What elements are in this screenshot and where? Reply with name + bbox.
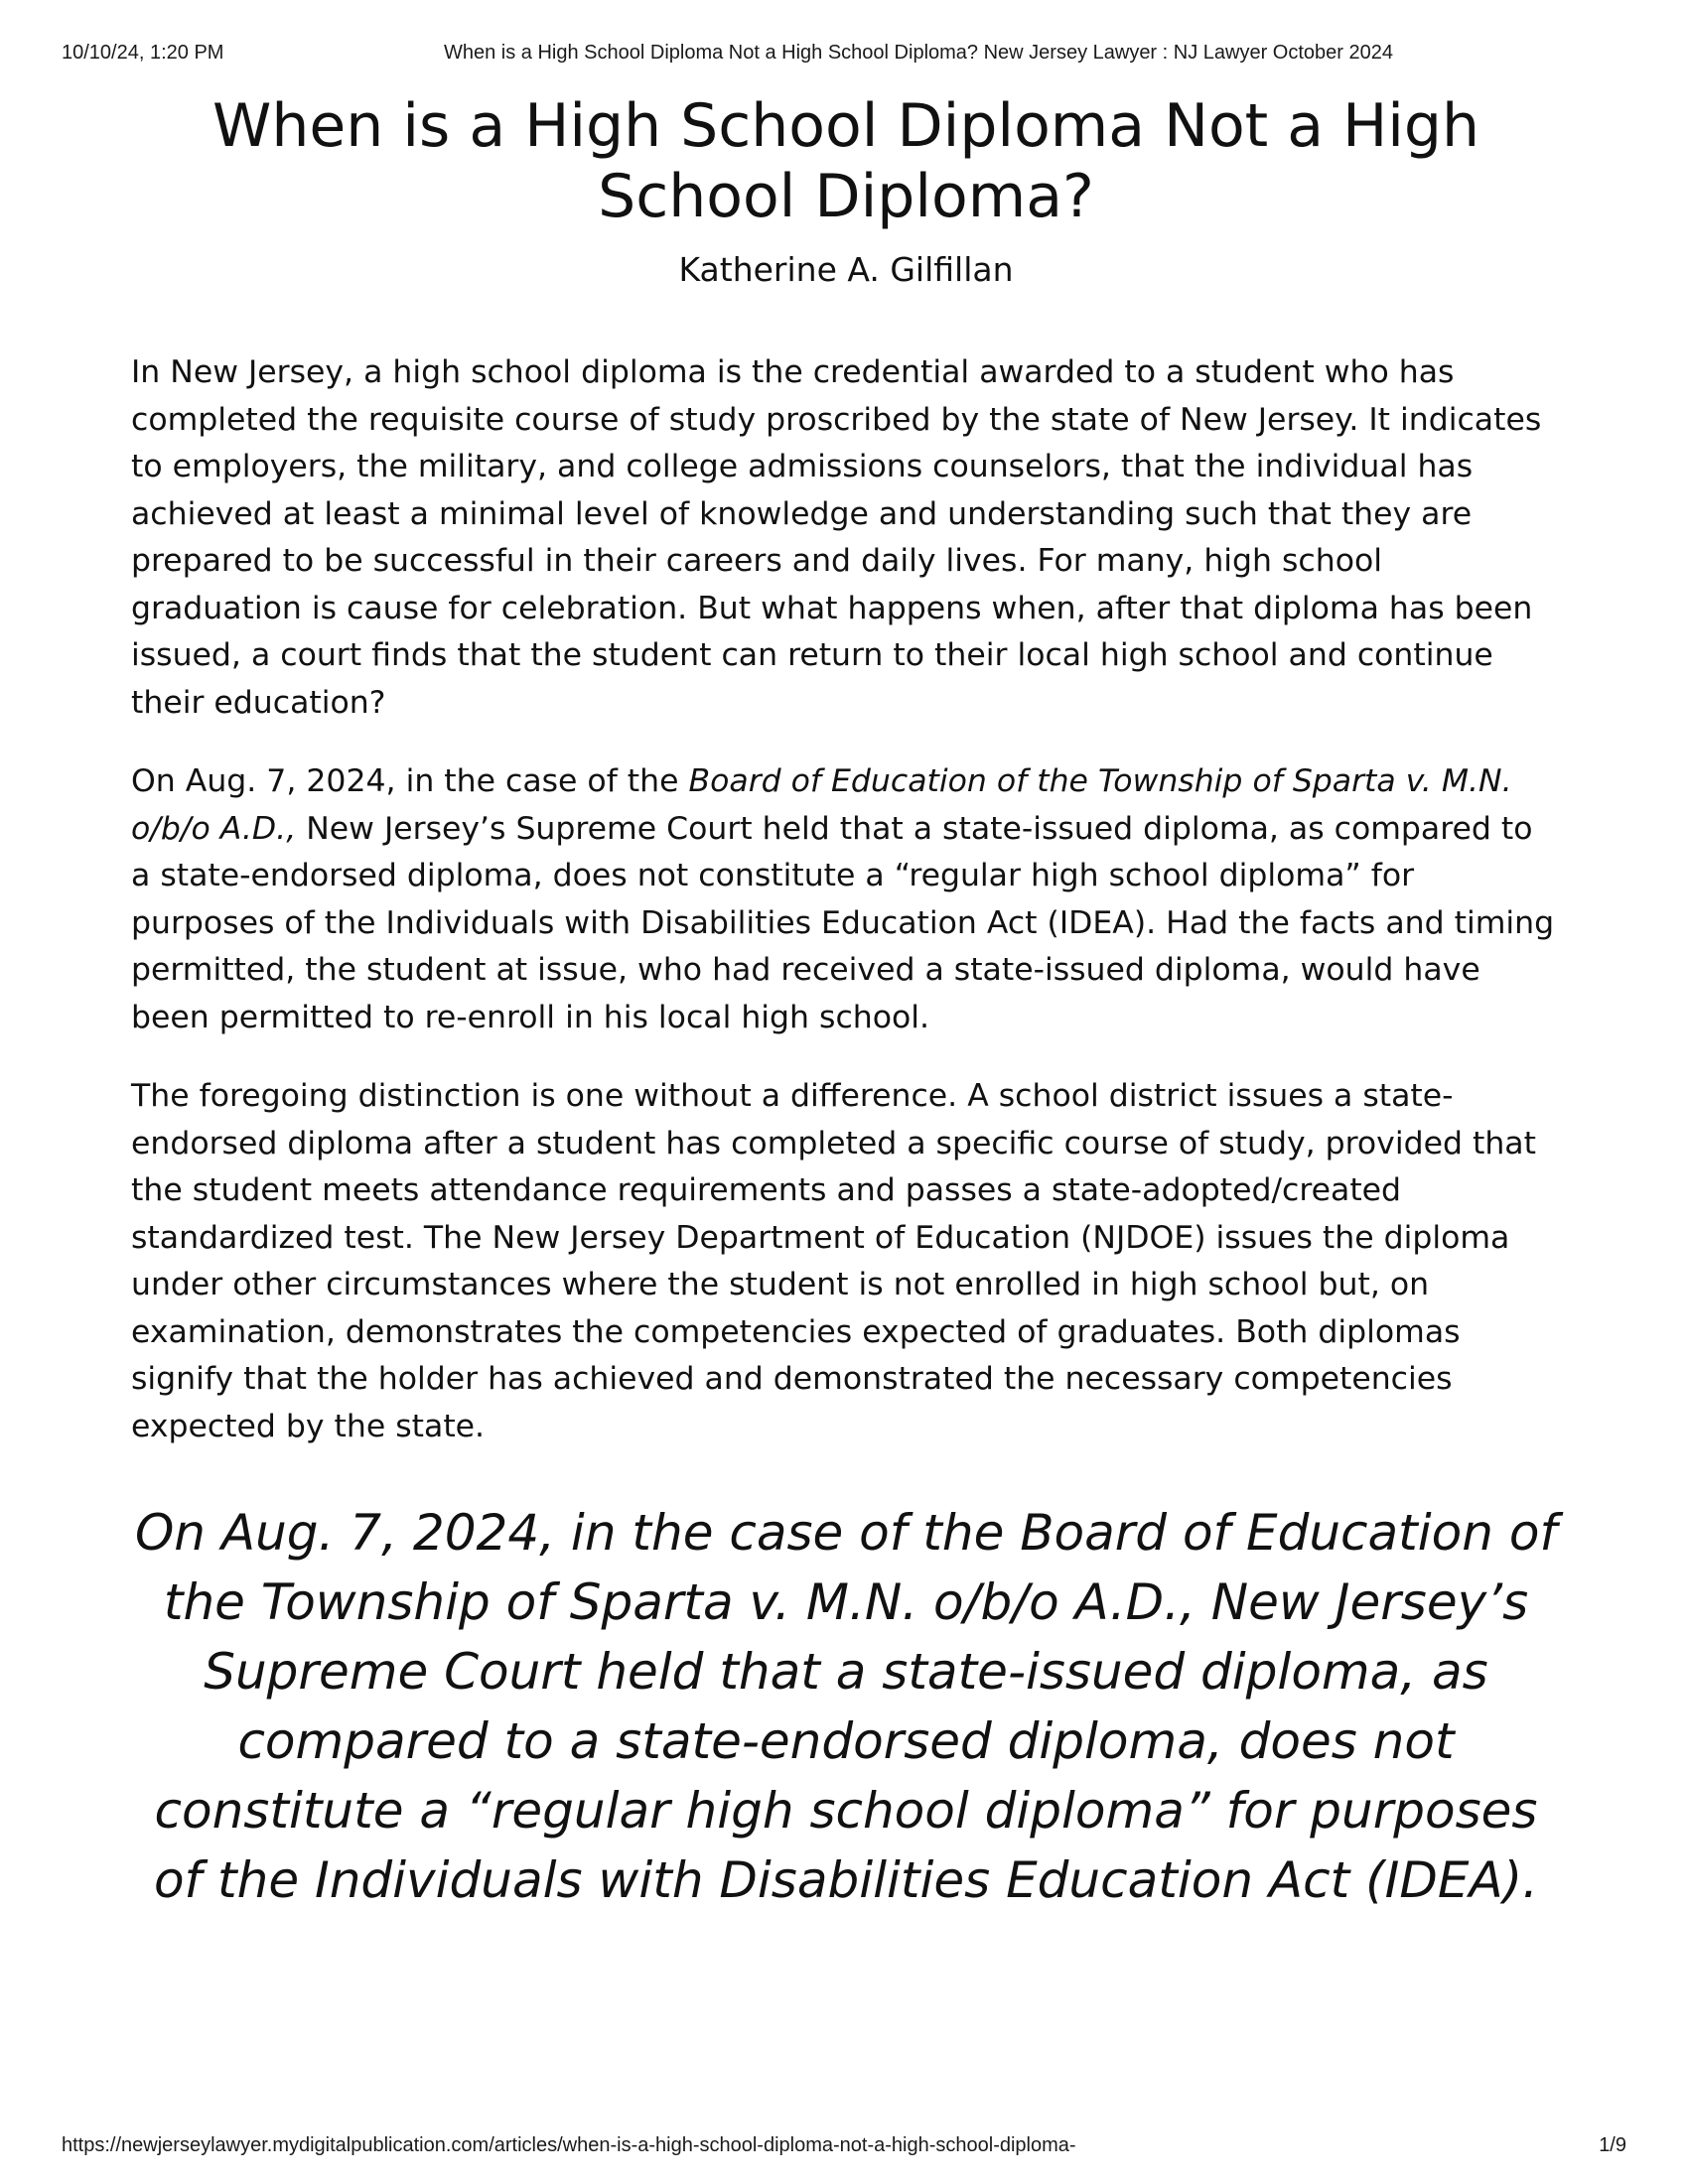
article-paragraph-1: In New Jersey, a high school diploma is the credential awarded to a student who has completed the requisite course of study proscribed by the state of New Jersey. It indicates to employers, the military, and college admissions counselors, that the individual has achieved at least a minimal level of knowledge and understanding such that they are prepared to be successful in their careers and daily lives. For many, high school graduation is cause for celebration. But what happens when, after that diploma has been issued, a court finds that the student can return to their local high school and continue their education? [131,354,1542,721]
print-header [62,42,1626,71]
print-page-title: When is a High School Diploma Not a High School Diploma? New Jersey Lawyer : NJ Lawyer October 2024 [444,42,1393,64]
pull-quote: On Aug. 7, 2024, in the case of the Board of Education of the Township of Sparta v. M.N. o/b/o A.D., New Jersey’s Supreme Court held that a state-issued diploma, as compared to a state-endorsed diploma, does not constitute a “regular high school diploma” for purposes of the Individuals with Disabilities Education Act (IDEA). [134,1504,1558,1909]
print-url: https://newjerseylawyer.mydigitalpublication.com/articles/when-is-a-high-school-diploma-not-a-high-school-diploma- [62,2134,1076,2156]
article-title: When is a High School Diploma Not a High School Diploma? [212,91,1479,231]
print-footer [62,2134,1626,2164]
page-indicator: 1/9 [1599,2134,1626,2156]
print-date-time: 10/10/24, 1:20 PM [62,42,224,64]
article-author: Katherine A. Gilfillan [678,250,1014,289]
article-paragraph-2 [131,758,1561,1041]
article-paragraph-3: The foregoing distinction is one without a difference. A school district issues a state-endorsed diploma after a student has completed a specific course of study, provided that the student meets attendance requirements and passes a state-adopted/created standardized test. The New Jersey Department of Education (NJDOE) issues the diploma under other circumstances where the student is not enrolled in high school but, on examination, demonstrates the competencies expected of graduates. Both diplomas signify that the holder has achieved and demonstrated the necessary competencies expected by the state. [131,1078,1536,1444]
article [131,91,1561,1915]
paragraph-2-rest: New Jersey’s Supreme Court held that a state-issued diploma, as compared to a state-endorsed diploma, does not constitute a “regular high school diploma” for purposes of the Individuals with Disabilities Education Act (IDEA). Had the facts and timing permitted, the student at issue, who had received a state-issued diploma, would have been permitted to re-enroll in his local high school. [131,810,1555,1035]
case-name: Board of Education of the Township of Sparta v. M.N. o/b/o A.D., [131,763,1512,847]
paragraph-2-lead: On Aug. 7, 2024, in the case of the [131,763,689,799]
